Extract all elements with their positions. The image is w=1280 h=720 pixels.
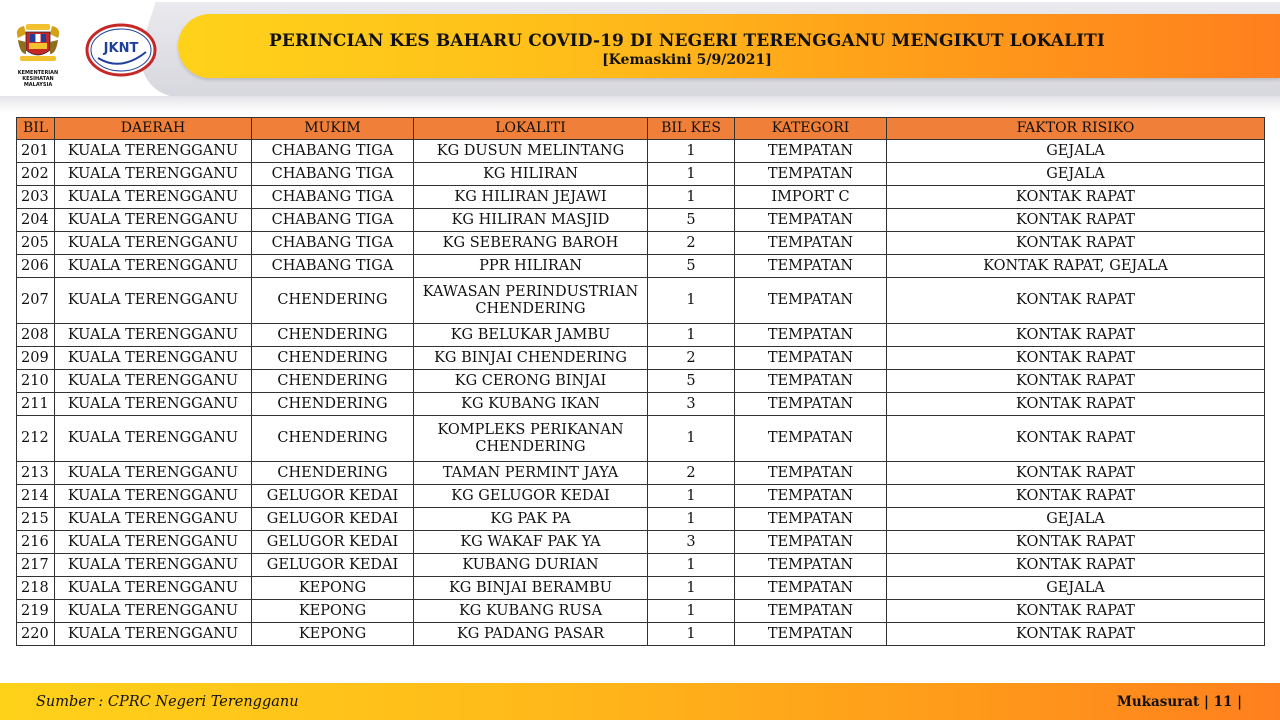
cell-mukim: CHENDERING	[252, 393, 414, 416]
table-row	[17, 577, 1265, 600]
column-header-lokaliti: LOKALITI	[414, 118, 648, 140]
cell-kategori: TEMPATAN	[735, 278, 887, 324]
cell-daerah: KUALA TERENGGANU	[55, 554, 252, 577]
cell-mukim: CHENDERING	[252, 324, 414, 347]
table-row	[17, 508, 1265, 531]
cell-mukim: KEPONG	[252, 623, 414, 646]
cell-bil-kes: 1	[648, 508, 735, 531]
cell-bil-kes: 1	[648, 186, 735, 209]
cell-faktor-risiko: KONTAK RAPAT	[887, 485, 1265, 508]
cell-faktor-risiko: KONTAK RAPAT	[887, 623, 1265, 646]
cell-bil: 218	[17, 577, 55, 600]
header-shadow-band	[0, 96, 1280, 112]
table-row	[17, 232, 1265, 255]
column-header-bil: BIL	[17, 118, 55, 140]
cell-kategori: TEMPATAN	[735, 577, 887, 600]
table-row	[17, 324, 1265, 347]
cell-bil-kes: 5	[648, 209, 735, 232]
column-header-bil-kes: BIL KES	[648, 118, 735, 140]
cell-daerah: KUALA TERENGGANU	[55, 255, 252, 278]
cell-mukim: CHABANG TIGA	[252, 163, 414, 186]
table-header-row	[17, 118, 1265, 140]
cell-kategori: TEMPATAN	[735, 623, 887, 646]
cell-bil: 209	[17, 347, 55, 370]
cell-faktor-risiko: KONTAK RAPAT	[887, 531, 1265, 554]
jknt-logo-text: JKNT	[103, 41, 139, 56]
cell-lokaliti: KAWASAN PERINDUSTRIAN CHENDERING	[414, 278, 648, 324]
cell-kategori: TEMPATAN	[735, 508, 887, 531]
cell-lokaliti: TAMAN PERMINT JAYA	[414, 462, 648, 485]
cell-kategori: TEMPATAN	[735, 347, 887, 370]
cell-kategori: TEMPATAN	[735, 462, 887, 485]
cell-bil: 206	[17, 255, 55, 278]
column-header-kategori: KATEGORI	[735, 118, 887, 140]
cell-bil: 208	[17, 324, 55, 347]
cell-lokaliti: KG BINJAI BERAMBU	[414, 577, 648, 600]
table-row	[17, 186, 1265, 209]
cell-bil: 219	[17, 600, 55, 623]
page-number: Mukasurat | 11 |	[1116, 694, 1242, 710]
column-header-mukim: MUKIM	[252, 118, 414, 140]
cell-bil-kes: 3	[648, 393, 735, 416]
cell-mukim: KEPONG	[252, 600, 414, 623]
cases-table	[16, 117, 1265, 646]
cell-daerah: KUALA TERENGGANU	[55, 462, 252, 485]
table-row	[17, 554, 1265, 577]
cell-daerah: KUALA TERENGGANU	[55, 416, 252, 462]
cell-kategori: IMPORT C	[735, 186, 887, 209]
cell-bil: 207	[17, 278, 55, 324]
cell-bil-kes: 5	[648, 370, 735, 393]
cell-lokaliti: KG KUBANG RUSA	[414, 600, 648, 623]
cell-faktor-risiko: KONTAK RAPAT	[887, 416, 1265, 462]
page-title: PERINCIAN KES BAHARU COVID-19 DI NEGERI TERENGGANU MENGIKUT LOKALITI	[269, 31, 1105, 51]
cell-faktor-risiko: KONTAK RAPAT	[887, 324, 1265, 347]
cell-faktor-risiko: KONTAK RAPAT	[887, 600, 1265, 623]
cell-bil: 212	[17, 416, 55, 462]
page-subtitle: [Kemaskini 5/9/2021]	[602, 52, 772, 68]
cell-daerah: KUALA TERENGGANU	[55, 600, 252, 623]
cell-bil: 216	[17, 531, 55, 554]
cell-lokaliti: KG KUBANG IKAN	[414, 393, 648, 416]
cell-lokaliti: KUBANG DURIAN	[414, 554, 648, 577]
table-row	[17, 278, 1265, 324]
cell-bil-kes: 2	[648, 347, 735, 370]
cell-kategori: TEMPATAN	[735, 416, 887, 462]
cell-daerah: KUALA TERENGGANU	[55, 393, 252, 416]
cell-daerah: KUALA TERENGGANU	[55, 163, 252, 186]
cell-bil-kes: 1	[648, 623, 735, 646]
cell-daerah: KUALA TERENGGANU	[55, 370, 252, 393]
cell-kategori: TEMPATAN	[735, 324, 887, 347]
cell-bil-kes: 1	[648, 600, 735, 623]
table-row	[17, 600, 1265, 623]
cell-daerah: KUALA TERENGGANU	[55, 209, 252, 232]
cell-kategori: TEMPATAN	[735, 393, 887, 416]
cell-lokaliti: KG CERONG BINJAI	[414, 370, 648, 393]
ministry-caption: KEMENTERIAN KESIHATAN MALAYSIA	[17, 70, 59, 88]
cell-bil-kes: 1	[648, 324, 735, 347]
cell-bil: 217	[17, 554, 55, 577]
cell-mukim: CHENDERING	[252, 416, 414, 462]
cell-lokaliti: KG PADANG PASAR	[414, 623, 648, 646]
cell-bil-kes: 1	[648, 416, 735, 462]
cell-bil-kes: 2	[648, 462, 735, 485]
cell-bil: 210	[17, 370, 55, 393]
cell-faktor-risiko: GEJALA	[887, 508, 1265, 531]
cell-bil: 203	[17, 186, 55, 209]
cell-faktor-risiko: KONTAK RAPAT	[887, 209, 1265, 232]
cell-lokaliti: KOMPLEKS PERIKANAN CHENDERING	[414, 416, 648, 462]
column-header-faktor-risiko: FAKTOR RISIKO	[887, 118, 1265, 140]
cell-faktor-risiko: KONTAK RAPAT	[887, 186, 1265, 209]
cell-lokaliti: KG DUSUN MELINTANG	[414, 140, 648, 163]
cell-mukim: CHENDERING	[252, 347, 414, 370]
source-note: Sumber : CPRC Negeri Terengganu	[36, 694, 299, 710]
table-row	[17, 163, 1265, 186]
cell-kategori: TEMPATAN	[735, 531, 887, 554]
cell-faktor-risiko: KONTAK RAPAT	[887, 554, 1265, 577]
cell-faktor-risiko: GEJALA	[887, 140, 1265, 163]
cell-kategori: TEMPATAN	[735, 163, 887, 186]
cell-faktor-risiko: KONTAK RAPAT	[887, 462, 1265, 485]
cell-bil-kes: 2	[648, 232, 735, 255]
cell-lokaliti: KG HILIRAN MASJID	[414, 209, 648, 232]
cell-bil: 202	[17, 163, 55, 186]
cell-faktor-risiko: GEJALA	[887, 577, 1265, 600]
cell-mukim: CHABANG TIGA	[252, 186, 414, 209]
table-row	[17, 623, 1265, 646]
cell-bil: 211	[17, 393, 55, 416]
cell-bil: 204	[17, 209, 55, 232]
cell-mukim: KEPONG	[252, 577, 414, 600]
cell-mukim: GELUGOR KEDAI	[252, 531, 414, 554]
cell-kategori: TEMPATAN	[735, 600, 887, 623]
cell-mukim: CHENDERING	[252, 370, 414, 393]
table-row	[17, 370, 1265, 393]
cell-daerah: KUALA TERENGGANU	[55, 347, 252, 370]
table-row	[17, 347, 1265, 370]
cell-bil-kes: 3	[648, 531, 735, 554]
table-row	[17, 209, 1265, 232]
cell-daerah: KUALA TERENGGANU	[55, 324, 252, 347]
cell-bil: 205	[17, 232, 55, 255]
cell-lokaliti: KG BINJAI CHENDERING	[414, 347, 648, 370]
cell-bil: 201	[17, 140, 55, 163]
cell-faktor-risiko: KONTAK RAPAT, GEJALA	[887, 255, 1265, 278]
cell-daerah: KUALA TERENGGANU	[55, 140, 252, 163]
cell-bil-kes: 1	[648, 554, 735, 577]
table-row	[17, 531, 1265, 554]
jknt-logo	[84, 22, 158, 78]
cell-mukim: CHABANG TIGA	[252, 140, 414, 163]
cell-mukim: CHABANG TIGA	[252, 255, 414, 278]
cell-lokaliti: KG HILIRAN	[414, 163, 648, 186]
cell-kategori: TEMPATAN	[735, 485, 887, 508]
cell-daerah: KUALA TERENGGANU	[55, 278, 252, 324]
cell-bil: 213	[17, 462, 55, 485]
cell-bil-kes: 5	[648, 255, 735, 278]
table-row	[17, 393, 1265, 416]
cell-mukim: GELUGOR KEDAI	[252, 485, 414, 508]
cell-lokaliti: KG WAKAF PAK YA	[414, 531, 648, 554]
cell-daerah: KUALA TERENGGANU	[55, 531, 252, 554]
cell-bil-kes: 1	[648, 278, 735, 324]
cell-mukim: GELUGOR KEDAI	[252, 508, 414, 531]
cell-daerah: KUALA TERENGGANU	[55, 485, 252, 508]
cell-mukim: CHABANG TIGA	[252, 232, 414, 255]
table-row	[17, 140, 1265, 163]
cell-kategori: TEMPATAN	[735, 209, 887, 232]
cell-mukim: CHABANG TIGA	[252, 209, 414, 232]
cell-bil-kes: 1	[648, 163, 735, 186]
cell-daerah: KUALA TERENGGANU	[55, 232, 252, 255]
cell-kategori: TEMPATAN	[735, 554, 887, 577]
cell-kategori: TEMPATAN	[735, 370, 887, 393]
cell-faktor-risiko: KONTAK RAPAT	[887, 232, 1265, 255]
cell-bil-kes: 1	[648, 485, 735, 508]
cell-lokaliti: KG PAK PA	[414, 508, 648, 531]
cell-mukim: GELUGOR KEDAI	[252, 554, 414, 577]
cell-mukim: CHENDERING	[252, 278, 414, 324]
cell-lokaliti: PPR HILIRAN	[414, 255, 648, 278]
cell-mukim: CHENDERING	[252, 462, 414, 485]
cell-bil: 215	[17, 508, 55, 531]
cell-bil: 214	[17, 485, 55, 508]
cell-kategori: TEMPATAN	[735, 255, 887, 278]
cell-bil: 220	[17, 623, 55, 646]
cell-lokaliti: KG BELUKAR JAMBU	[414, 324, 648, 347]
cell-daerah: KUALA TERENGGANU	[55, 623, 252, 646]
cell-daerah: KUALA TERENGGANU	[55, 508, 252, 531]
table-row	[17, 485, 1265, 508]
cell-bil-kes: 1	[648, 140, 735, 163]
cell-daerah: KUALA TERENGGANU	[55, 577, 252, 600]
cell-faktor-risiko: KONTAK RAPAT	[887, 393, 1265, 416]
cell-kategori: TEMPATAN	[735, 232, 887, 255]
cell-faktor-risiko: KONTAK RAPAT	[887, 278, 1265, 324]
table-row	[17, 255, 1265, 278]
cell-faktor-risiko: KONTAK RAPAT	[887, 370, 1265, 393]
column-header-daerah: DAERAH	[55, 118, 252, 140]
table-row	[17, 462, 1265, 485]
cell-lokaliti: KG HILIRAN JEJAWI	[414, 186, 648, 209]
cell-faktor-risiko: KONTAK RAPAT	[887, 347, 1265, 370]
cell-daerah: KUALA TERENGGANU	[55, 186, 252, 209]
cell-bil-kes: 1	[648, 577, 735, 600]
cell-kategori: TEMPATAN	[735, 140, 887, 163]
cell-lokaliti: KG GELUGOR KEDAI	[414, 485, 648, 508]
cell-lokaliti: KG SEBERANG BAROH	[414, 232, 648, 255]
cell-faktor-risiko: GEJALA	[887, 163, 1265, 186]
table-row	[17, 416, 1265, 462]
